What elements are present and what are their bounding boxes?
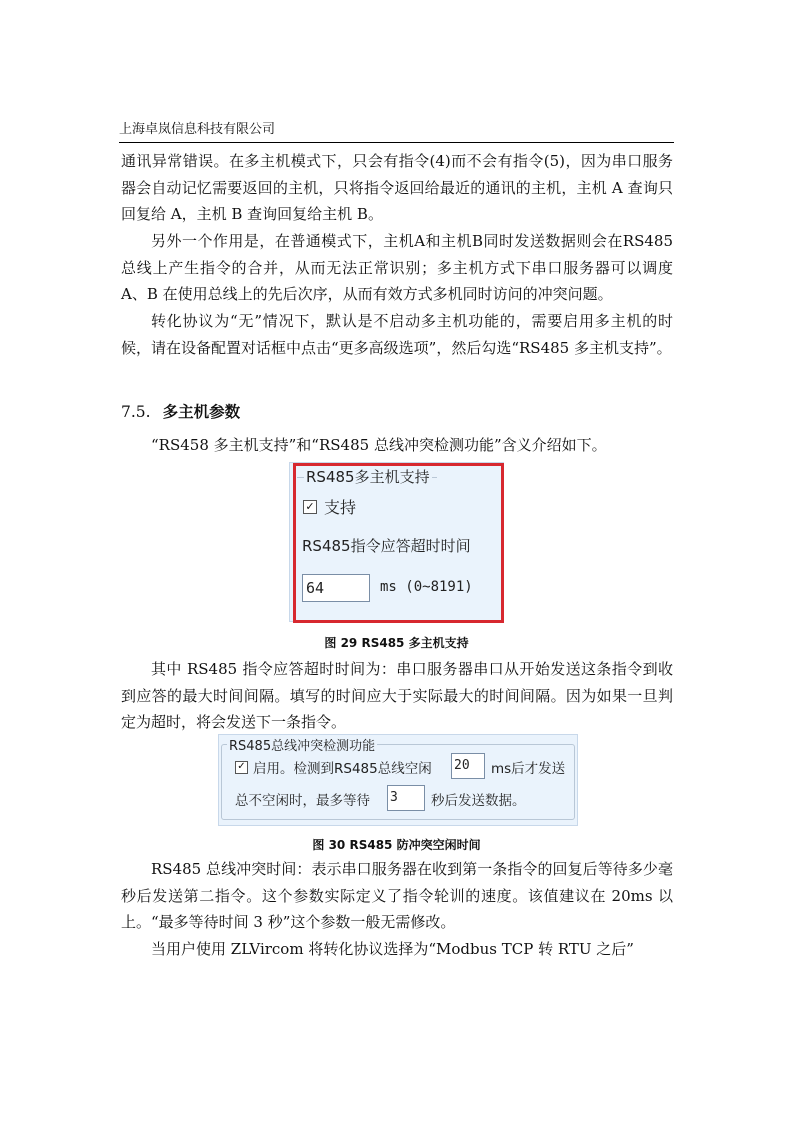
section-number: 7.5.	[121, 403, 151, 421]
max-wait-input[interactable]: 3	[387, 785, 425, 811]
section-title: 多主机参数	[162, 403, 241, 421]
section-heading	[121, 400, 240, 424]
idle-ms-suffix: ms后才发送	[491, 761, 566, 777]
support-checkbox[interactable]: ✓	[303, 500, 317, 514]
enable-label: 启用。检测到RS485总线空闲	[253, 761, 432, 777]
company-name: 上海卓岚信息科技有限公司	[119, 122, 276, 137]
max-wait-label: 总不空闲时，最多等待	[235, 793, 370, 809]
paragraph-1: 通讯异常错误。在多主机模式下，只会有指令(4)而不会有指令(5)，因为串口服务器会自动记忆需要返回的主机，只将指令返回给最近的通讯的主机，主机 A 查询只回复给 A，主机 B 查询回复给主机 B。	[121, 152, 673, 223]
figure-29-caption: 图 29 RS485 多主机支持	[324, 636, 469, 650]
group-title: RS485总线冲突检测功能	[227, 735, 377, 754]
paragraph-3: 转化协议为“无”情况下，默认是不启动多主机功能的，需要启用多主机的时候，请在设备配置对话框中点击“更多高级选项”，然后勾选“RS485 多主机支持”。	[121, 312, 673, 357]
enable-checkbox[interactable]: ✓	[235, 761, 248, 774]
paragraph-5: 其中 RS485 指令应答超时时间为：串口服务器串口从开始发送这条指令到收到应答的最大时间间隔。填写的时间应大于实际最大的时间间隔。因为如果一旦判定为超时，将会发送下一条指令。	[121, 660, 673, 731]
paragraph-6: RS485 总线冲突时间：表示串口服务器在收到第一条指令的回复后等待多少毫秒后发送第二指令。这个参数实际定义了指令轮训的速度。该值建议在 20ms 以上。“最多等待时间 3 秒”这个参数一般无需修改。	[121, 860, 673, 931]
group-title: RS485多主机支持	[306, 468, 430, 486]
figure-30-caption: 图 30 RS485 防冲突空闲时间	[312, 838, 481, 852]
highlight-box	[293, 463, 504, 623]
idle-ms-input[interactable]: 20	[451, 753, 485, 779]
max-wait-suffix: 秒后发送数据。	[431, 793, 526, 809]
support-checkbox-label: 支持	[324, 498, 357, 517]
figure-rs485-multi-host	[289, 462, 504, 622]
paragraph-7: 当用户使用 ZLVircom 将转化协议选择为“Modbus TCP 转 RTU 之后”	[151, 940, 634, 958]
timeout-input[interactable]: 64	[302, 574, 370, 602]
timeout-unit-range: ms (0~8191)	[380, 579, 473, 595]
timeout-label: RS485指令应答超时时间	[302, 537, 471, 555]
paragraph-4: “RS458 多主机支持”和“RS485 总线冲突检测功能”含义介绍如下。	[151, 436, 607, 454]
figure-rs485-collision-detect	[218, 734, 578, 826]
page-header	[119, 120, 674, 143]
paragraph-2: 另外一个作用是，在普通模式下，主机A和主机B同时发送数据则会在RS485总线上产生指令的合并，从而无法正常识别；多主机方式下串口服务器可以调度 A、B 在使用总线上的先后次序，从而有效方式多机同时访问的冲突问题。	[121, 232, 673, 303]
